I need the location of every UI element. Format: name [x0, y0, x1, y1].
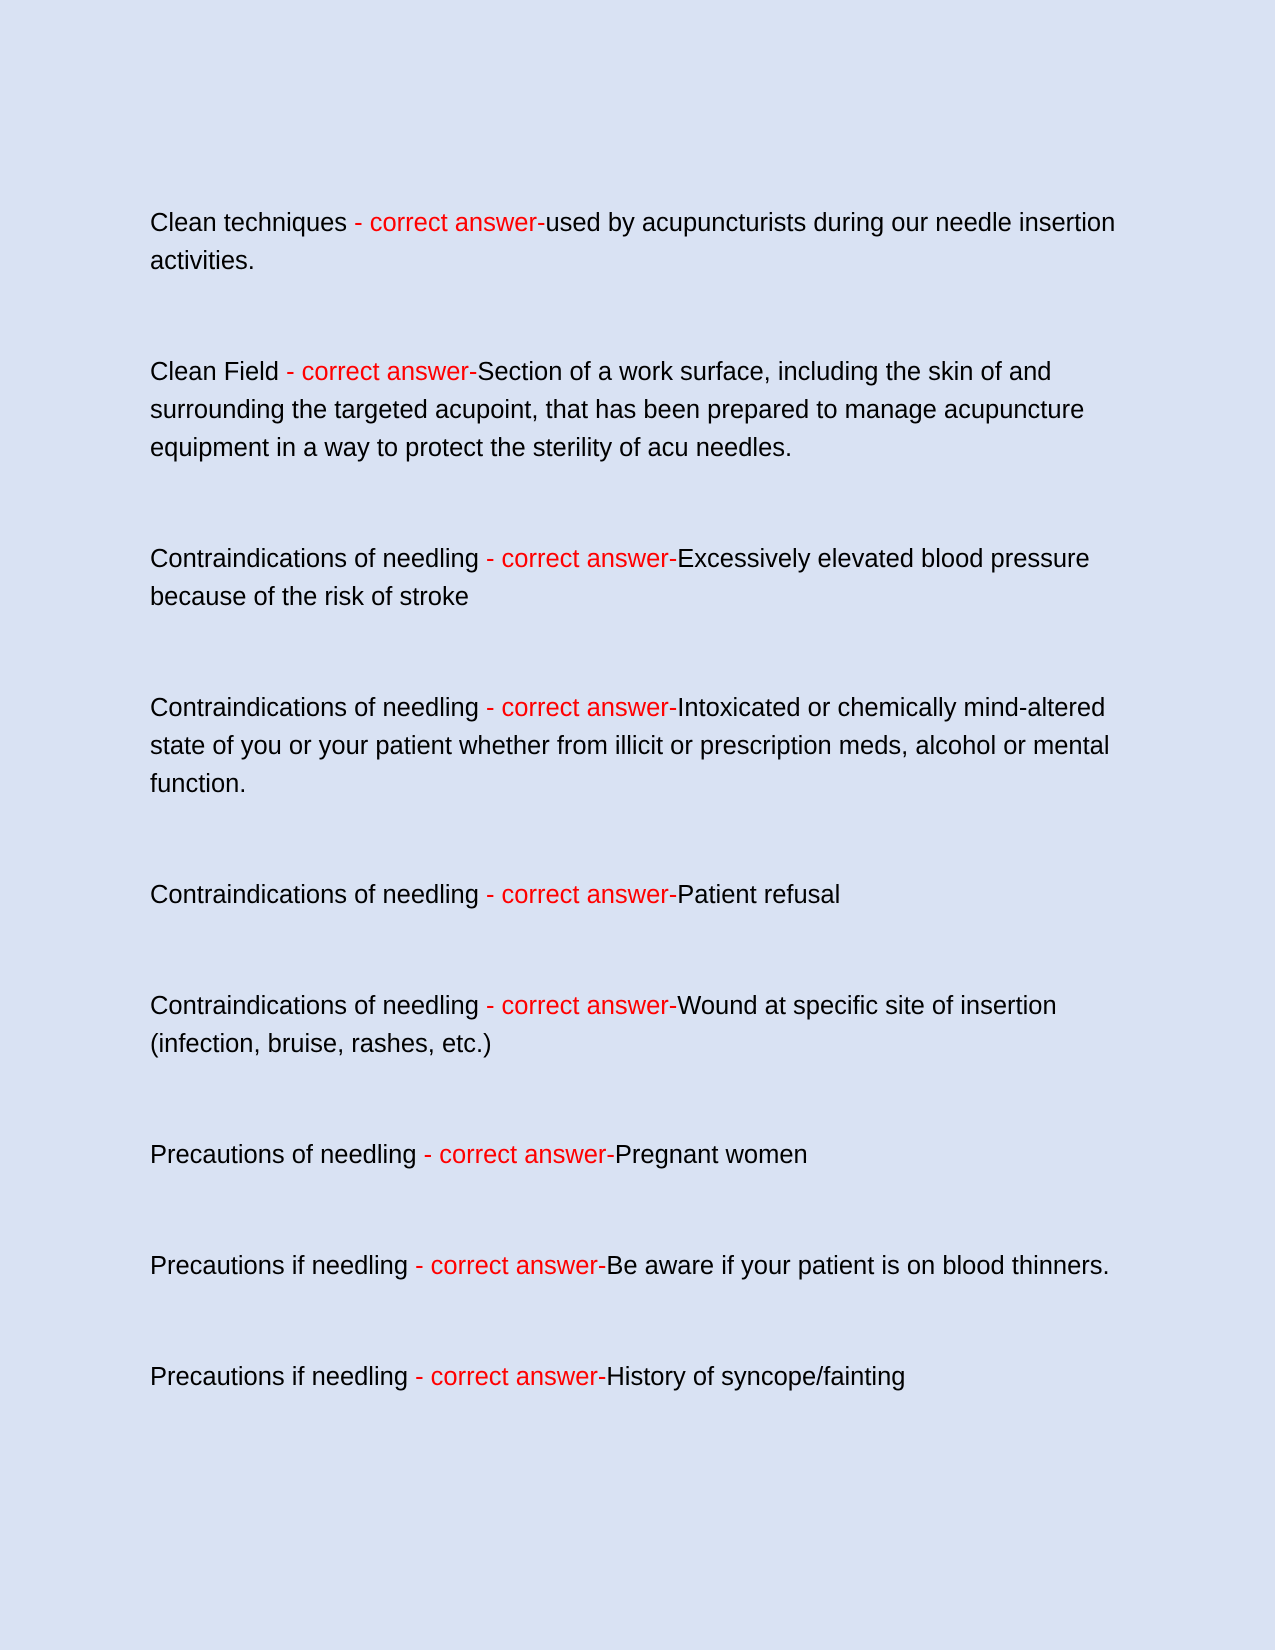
flashcard-entry — [150, 540, 1120, 616]
entry-term: Contraindications of needling — [150, 992, 479, 1020]
flashcard-entry — [150, 987, 1120, 1063]
answer-separator: - correct answer- — [478, 545, 678, 573]
entry-term: Contraindications of needling — [150, 881, 479, 909]
entry-term: Precautions if needling — [150, 1363, 409, 1391]
flashcard-entry — [150, 689, 1120, 803]
entry-answer: History of syncope/fainting — [606, 1363, 906, 1391]
entry-term: Precautions if needling — [150, 1252, 409, 1280]
answer-separator: - correct answer- — [278, 358, 478, 386]
entry-answer: Section of a work surface, including the skin of and surrounding the targeted acupoint, that has been prepared to manage acupuncture equipment in a way to protect the sterility of acu needles. — [150, 358, 1085, 462]
entry-term: Contraindications of needling — [150, 545, 479, 573]
entry-term: Precautions of needling — [150, 1141, 417, 1169]
flashcard-entry — [150, 353, 1120, 467]
entry-answer: Patient refusal — [677, 881, 841, 909]
entry-answer: Be aware if your patient is on blood thinners. — [606, 1252, 1110, 1280]
entry-term: Clean techniques — [150, 209, 348, 237]
entry-term: Clean Field — [150, 358, 279, 386]
flashcard-entry — [150, 1136, 1120, 1174]
answer-separator: - correct answer- — [408, 1363, 607, 1391]
flashcard-list — [150, 204, 1120, 1469]
entry-answer: Pregnant women — [614, 1141, 808, 1169]
answer-separator: - correct answer- — [478, 694, 678, 722]
entry-answer: Intoxicated or chemically mind-altered state of you or your patient whether from illicit or prescription meds, alcohol or mental function. — [150, 694, 1110, 798]
flashcard-entry — [150, 204, 1120, 280]
answer-separator: - correct answer- — [478, 992, 678, 1020]
flashcard-entry — [150, 1247, 1120, 1285]
entry-term: Contraindications of needling — [150, 694, 479, 722]
flashcard-entry — [150, 1358, 1120, 1396]
entry-answer: used by acupuncturists during our needle insertion activities. — [150, 209, 1116, 275]
answer-separator: - correct answer- — [347, 209, 546, 237]
entry-answer: Excessively elevated blood pressure because of the risk of stroke — [150, 545, 1090, 611]
answer-separator: - correct answer- — [478, 881, 678, 909]
entry-answer: Wound at specific site of insertion (infection, bruise, rashes, etc.) — [150, 992, 1057, 1058]
flashcard-entry — [150, 876, 1120, 914]
answer-separator: - correct answer- — [408, 1252, 607, 1280]
answer-separator: - correct answer- — [416, 1141, 615, 1169]
